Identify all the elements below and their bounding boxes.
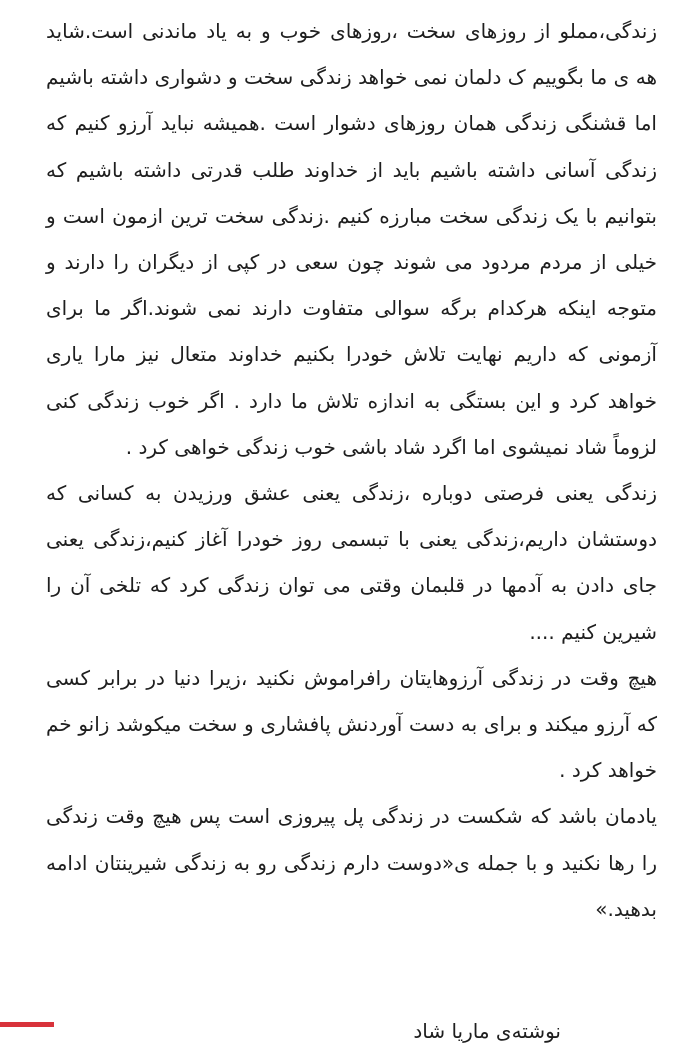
paragraph: زندگی یعنی فرصتی دوباره ،زندگی یعنی عشق ورزیدن به کسانی که دوستشان داریم،زندگی یعنی با تبسمی روز خودرا آغاز کنیم،زندگی یعنی جای دادن به آدمها در قلبمان وقتی می توان زندگی کرد که تلخی آن را شیرین کنیم ....	[46, 481, 657, 644]
paragraph: زندگی،مملو از روزهای سخت ،روزهای خوب و به یاد ماندنی است.شاید هه ی ما بگوییم ک دلمان نمی خواهد زندگی سخت و دشواری داشته باشیم اما قشنگی زندگی همان روزهای دشوار است .همیشه نباید آرزو کنیم که زندگی آسانی داشته باشیم باید از خداوند طلب قدرتی داشته باشیم که بتوانیم با یک زندگی سخت مبارزه کنیم .زندگی سخت ترین ازمون است و خیلی از مردم مردود می شوند چون سعی در کپی از دیگران را دارند و متوجه اینکه هرکدام برگه سوالی متفاوت دارند نمی شوند.اگر ما برای آزمونی که داریم نهایت تلاش خودرا بکنیم خداوند متعال نیز مارا یاری خواهد کرد و این بستگی به اندازه تلاش ما دارد . اگر خوب زندگی کنی لزوماً شاد نمیشوی اما اگرد شاد باشی خوب زندگی خواهی کرد .	[46, 19, 657, 459]
article-body	[46, 8, 657, 932]
paragraph: هیچ وقت در زندگی آرزوهایتان رافراموش نکنید ،زیرا دنیا در برابر کسی که آرزو میکند و برای به دست آوردنش پافشاری و سخت میکوشد زانو خم خواهد کرد .	[46, 665, 657, 783]
footer-strip	[0, 1019, 693, 1043]
paragraph: یادمان باشد که شکست در زندگی پل پیروزی است پس هیچ وقت زندگی را رها نکنید و با جمله ی«دوست دارم زندگی رو به زندگی شیرینتان ادامه بدهید.»	[46, 804, 657, 921]
footer-cut-off-text: نوشته‌ی ماریا شاد	[413, 1019, 561, 1043]
footer-accent-bar	[0, 1022, 54, 1027]
